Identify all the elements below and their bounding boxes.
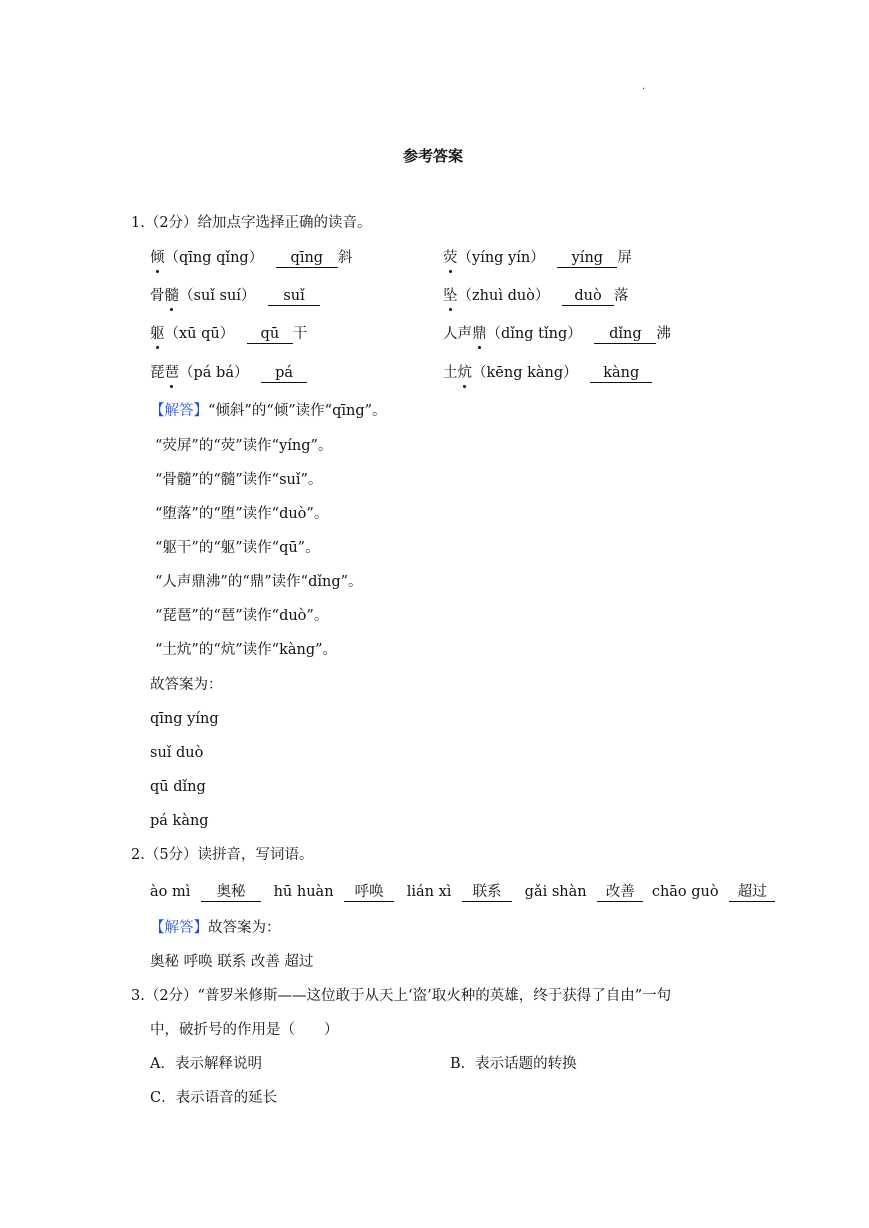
q1-item-6: 人声鼎（dǐng tǐng） dǐng 沸: [443, 326, 671, 342]
q2-stem: 2.（5分）读拼音，写词语。: [131, 847, 314, 863]
answer-blank: kàng: [590, 364, 652, 383]
jieda-label: 【解答】: [150, 920, 208, 936]
dotted-char: 躯: [150, 326, 165, 342]
answer-blank: qū: [247, 325, 293, 344]
answer-blank: dǐng: [594, 325, 656, 344]
answer-blank: duò: [562, 287, 614, 306]
q1-answer-line-4: pá kàng: [150, 813, 209, 829]
q3-stem-line-1: 3.（2分）“普罗米修斯——这位敢于从天上‘盗’取火种的英雄，终于获得了自由”一句: [131, 988, 672, 1004]
q2-pinyin: hū huàn: [273, 884, 334, 900]
answer-blank: suǐ: [268, 287, 320, 306]
dotted-char: 鼎: [472, 326, 487, 342]
q1-answer-line-3: qū dǐng: [150, 779, 206, 795]
q1-explanation-2: “荧屏”的“荧”读作“yíng”。: [155, 438, 333, 454]
dotted-char: 荧: [443, 250, 458, 266]
page-title: 参考答案: [403, 147, 464, 165]
dotted-char: 炕: [457, 365, 472, 381]
q1-item-1: 倾（qīng qǐng） qīng 斜: [150, 250, 353, 266]
q1-explanation-5: “躯干”的“躯”读作“qū”。: [155, 540, 320, 556]
jieda-label: 【解答】: [150, 403, 208, 419]
answer-blank: pá: [261, 364, 307, 383]
answer-blank: yíng: [557, 249, 617, 268]
dotted-char: 坠: [443, 288, 458, 304]
q1-item-8: 土炕（kēng kàng） kàng: [443, 363, 652, 383]
q1-explanation-3: “骨髓”的“髓”读作“suǐ”。: [155, 472, 323, 488]
q3-option-b: B．表示话题的转换: [450, 1056, 577, 1072]
q1-answer-line-2: suǐ duò: [150, 745, 204, 761]
q1-item-7: 琵琶（pá bá） pá: [150, 363, 307, 383]
q1-answer-line-1: qīng yíng: [150, 711, 219, 727]
q2-word-blank: 超过: [729, 883, 775, 902]
q1-stem: 1.（2分）给加点字选择正确的读音。: [131, 215, 372, 231]
q1-item-4: 坠（zhuì duò） duò 落: [443, 288, 629, 304]
dotted-char: 琶: [164, 365, 179, 381]
q1-item-5: 躯（xū qū） qū 干: [150, 326, 308, 342]
q1-explanation-8: “土炕”的“炕”读作“kàng”。: [155, 642, 338, 658]
q1-explanation-6: “人声鼎沸”的“鼎”读作“dǐng”。: [155, 574, 363, 590]
q2-word-blank: 改善: [597, 883, 643, 902]
q3-stem-line-2: 中，破折号的作用是（ ）: [150, 1022, 339, 1038]
q2-word-blank: 奥秘: [201, 883, 261, 902]
dotted-char: 髓: [164, 288, 179, 304]
q2-answer-line: 奥秘 呼唤 联系 改善 超过: [150, 954, 314, 970]
q2-pinyin: lián xì: [406, 884, 452, 900]
q1-item-2: 荧（yíng yín） yíng 屏: [443, 250, 632, 266]
q2-explanation: 【解答】故答案为：: [150, 920, 281, 936]
q3-option-a: A．表示解释说明: [150, 1056, 262, 1072]
q3-option-c: C．表示语音的延长: [150, 1090, 278, 1106]
q2-word-blank: 联系: [462, 883, 512, 902]
answer-blank: qīng: [276, 249, 338, 268]
q2-word-blank: 呼唤: [344, 883, 394, 902]
q1-item-3: 骨髓（suǐ suí） suǐ: [150, 286, 320, 306]
q2-pinyin-row: [150, 882, 775, 902]
q1-explanation-4: “堕落”的“堕”读作“duò”。: [155, 506, 329, 522]
header-mark: ·: [642, 84, 646, 95]
q1-explanation-1: 【解答】“倾斜”的“倾”读作“qīng”。: [150, 403, 387, 419]
q1-explanation-7: “琵琶”的“琶”读作“duò”。: [155, 608, 329, 624]
q2-pinyin: gǎi shàn: [524, 884, 587, 900]
dotted-char: 倾: [150, 250, 165, 266]
q2-pinyin: ào mì: [150, 884, 191, 900]
q1-answer-intro: 故答案为：: [150, 677, 223, 693]
q2-pinyin: chāo guò: [651, 884, 719, 900]
